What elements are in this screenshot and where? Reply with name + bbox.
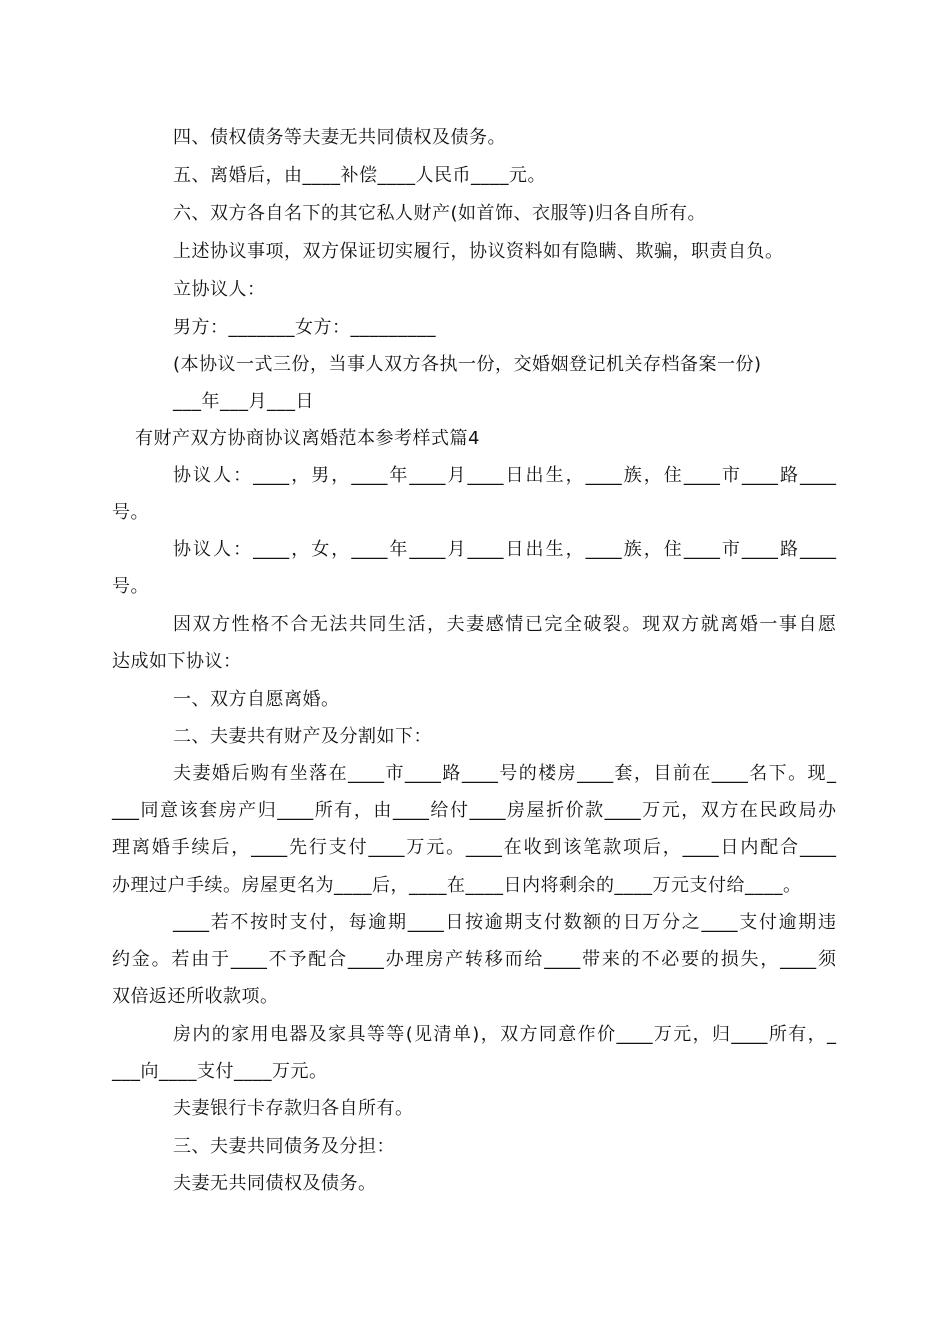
date-line: ___年___月___日 bbox=[173, 391, 314, 412]
clause-five: 五、离婚后，由____补偿____人民币____元。 bbox=[173, 165, 546, 186]
party-two-end: 号。 bbox=[112, 576, 149, 597]
bank-deposit-line: 夫妻银行卡存款归各自所有。 bbox=[173, 1098, 414, 1119]
no-joint-debt-line: 夫妻无共同债权及债务。 bbox=[173, 1173, 377, 1194]
reason-paragraph-end: 达成如下协议： bbox=[112, 651, 242, 672]
signatories-label: 立协议人： bbox=[173, 279, 266, 300]
property-paragraph-line-4: 办理过户手续。房屋更名为____后，____在____日内将剩余的____万元支付给____。 bbox=[112, 875, 802, 896]
signature-line: 男方：_______女方：_________ bbox=[173, 317, 436, 338]
penalty-paragraph-line-3: 双倍返还所收款项。 bbox=[112, 986, 279, 1007]
appliances-paragraph-line-2: ___向____支付____万元。 bbox=[112, 1061, 328, 1082]
copies-note: (本协议一式三份，当事人双方各执一份，交婚姻登记机关存档备案一份) bbox=[173, 354, 762, 375]
party-one-end: 号。 bbox=[112, 502, 149, 523]
item-one: 一、双方自愿离婚。 bbox=[173, 689, 340, 710]
property-paragraph-line-2: ___同意该套房产归____所有，由____给付____房屋折价款____万元，双方在民政局办 bbox=[112, 800, 836, 821]
penalty-paragraph-line-1: ____若不按时支付，每逾期____日按逾期支付数额的日万分之____支付逾期违 bbox=[173, 912, 836, 933]
guarantee-text: 上述协议事项，双方保证切实履行，协议资料如有隐瞒、欺骗，职责自负。 bbox=[173, 241, 784, 262]
reason-paragraph: 因双方性格不合无法共同生活，夫妻感情已完全破裂。现双方就离婚一事自愿 bbox=[173, 614, 836, 635]
party-one-line: 协议人：____，男，____年____月____日出生，____族，住____市____路____ bbox=[173, 465, 836, 486]
appliances-paragraph-line-1: 房内的家用电器及家具等等(见清单)，双方同意作价____万元，归____所有，_ bbox=[173, 1024, 836, 1045]
item-three: 三、夫妻共同债务及分担： bbox=[173, 1136, 395, 1157]
property-paragraph-line-3: 理离婚手续后，____先行支付____万元。____在收到该笔款项后，____日内配合____ bbox=[112, 837, 836, 858]
section-heading: 有财产双方协商协议离婚范本参考样式篇4 bbox=[135, 428, 480, 449]
clause-six: 六、双方各自名下的其它私人财产(如首饰、衣服等)归各自所有。 bbox=[173, 203, 707, 224]
item-two: 二、夫妻共有财产及分割如下： bbox=[173, 726, 432, 747]
property-paragraph-line-1: 夫妻婚后购有坐落在____市____路____号的楼房____套，目前在____名下。现_ bbox=[173, 763, 836, 784]
party-two-line: 协议人：____，女，____年____月____日出生，____族，住____市____路____ bbox=[173, 539, 836, 560]
clause-four: 四、债权债务等夫妻无共同债权及债务。 bbox=[173, 127, 506, 148]
penalty-paragraph-line-2: 约金。若由于____不予配合____办理房产转移而给____带来的不必要的损失，____须 bbox=[112, 949, 836, 970]
